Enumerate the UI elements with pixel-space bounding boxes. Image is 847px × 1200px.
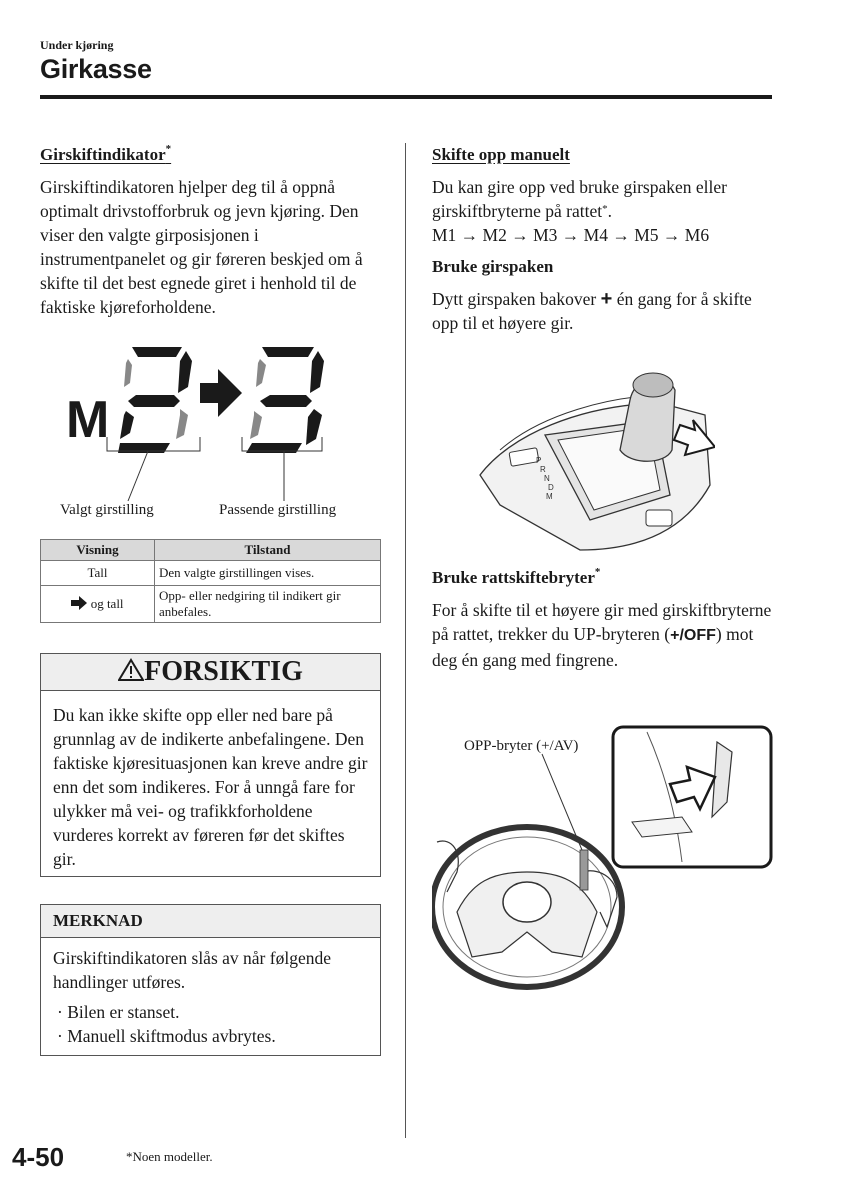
page-title: Girkasse — [40, 54, 152, 84]
lever-heading: Bruke girspaken — [432, 257, 554, 276]
caution-box — [40, 653, 381, 877]
paddle-section — [432, 568, 782, 672]
warning-icon — [118, 658, 144, 682]
paddle-heading: Bruke rattskiftebryter* — [432, 566, 601, 587]
note-title: MERKNAD — [41, 905, 380, 938]
table-cell-display: Tall — [41, 561, 155, 586]
manual-upshift-heading: Skifte opp manuelt — [432, 145, 570, 164]
caution-text: Du kan ikke skifte opp eller ned bare på grunnlag av de indikerte anbefalingene. Den faktiske kjøresituasjonen kan kreve andre gir enn det som indikeres. For å unngå fare for ulykker må vei- og trafikkforholdene vurderes korrekt av føreren før det skiftes gir. — [53, 705, 368, 869]
note-box — [40, 904, 381, 1056]
column-divider — [405, 143, 406, 1138]
note-bullet: · Bilen er stanset. — [57, 1002, 180, 1022]
plus-symbol: + — [600, 288, 613, 310]
indicator-intro: Girskiftindikatoren hjelper deg til å oppnå optimalt drivstofforbruk og jevn kjøring. Den viser den valgte girposisjonen i instrumentpanelet og gir føreren beskjed om å skifte til det best egnede giret i henhold til de faktiske kjøreforholdene. — [40, 177, 363, 317]
model-star: * — [594, 566, 601, 578]
table-cell-display-text: og tall — [90, 596, 124, 611]
table-row — [41, 586, 381, 623]
indicator-table — [40, 539, 381, 623]
table-header-display: Visning — [41, 540, 155, 561]
table-cell-state: Opp- eller nedgiring til indikert gir anbefales. — [155, 586, 381, 623]
footnote: *Noen modeller. — [126, 1149, 213, 1164]
mode-letter: M — [66, 391, 110, 449]
table-row — [41, 561, 381, 586]
paddle-text: For å skifte til et høyere gir med girskiftbryterne på rattet, trekker du UP-bryteren (+/OFF) mot deg én gang med fingrene. — [432, 600, 772, 670]
up-off-symbol: +/OFF — [670, 627, 716, 644]
steering-paddle-illustration — [432, 722, 777, 992]
table-header-state: Tilstand — [155, 540, 381, 561]
right-column — [432, 145, 782, 335]
svg-text:N: N — [544, 474, 550, 483]
gear-sequence: M1 → M2 → M3 → M4 → M5 → M6 — [432, 225, 710, 245]
left-column — [40, 145, 385, 319]
table-cell-state: Den valgte girstillingen vises. — [155, 561, 381, 586]
model-star: * — [602, 203, 608, 215]
label-suggested-gear: Passende girstilling — [219, 502, 337, 518]
caution-title: FORSIKTIG — [144, 656, 303, 687]
gear-indicator-figure — [40, 335, 385, 525]
svg-text:R: R — [540, 465, 546, 474]
shift-arrow-icon — [200, 369, 242, 417]
section-label: Under kjøring — [40, 38, 114, 52]
current-gear-digit — [118, 347, 192, 453]
note-bullet: · Manuell skiftmodus avbrytes. — [57, 1026, 276, 1046]
svg-text:P: P — [536, 456, 542, 465]
title-rule — [40, 95, 772, 99]
lever-text: Dytt girspaken bakover + én gang for å skifte opp til et høyere gir. — [432, 288, 752, 333]
caution-header — [41, 654, 380, 691]
page-number: 4-50 — [12, 1142, 65, 1172]
manual-upshift-intro: Du kan gire opp ved bruke girspaken eller girskiftbryterne på rattet*. M1 → M2 → M3 → M4 → M5 → M6 — [432, 177, 727, 245]
indicator-heading: Girskiftindikator* — [40, 143, 172, 164]
shift-lever-illustration — [470, 355, 715, 555]
svg-text:D: D — [548, 483, 554, 492]
suggested-gear-digit — [246, 347, 324, 453]
table-cell-display — [41, 586, 155, 623]
model-star: * — [165, 143, 172, 155]
note-text: Girskiftindikatoren slås av når følgende handlinger utføres. — [53, 948, 331, 992]
shift-arrow-icon — [71, 596, 87, 610]
svg-text:M: M — [546, 492, 553, 501]
label-selected-gear: Valgt girstilling — [60, 502, 154, 518]
paddle-label: OPP-bryter (+/AV) — [464, 738, 579, 754]
